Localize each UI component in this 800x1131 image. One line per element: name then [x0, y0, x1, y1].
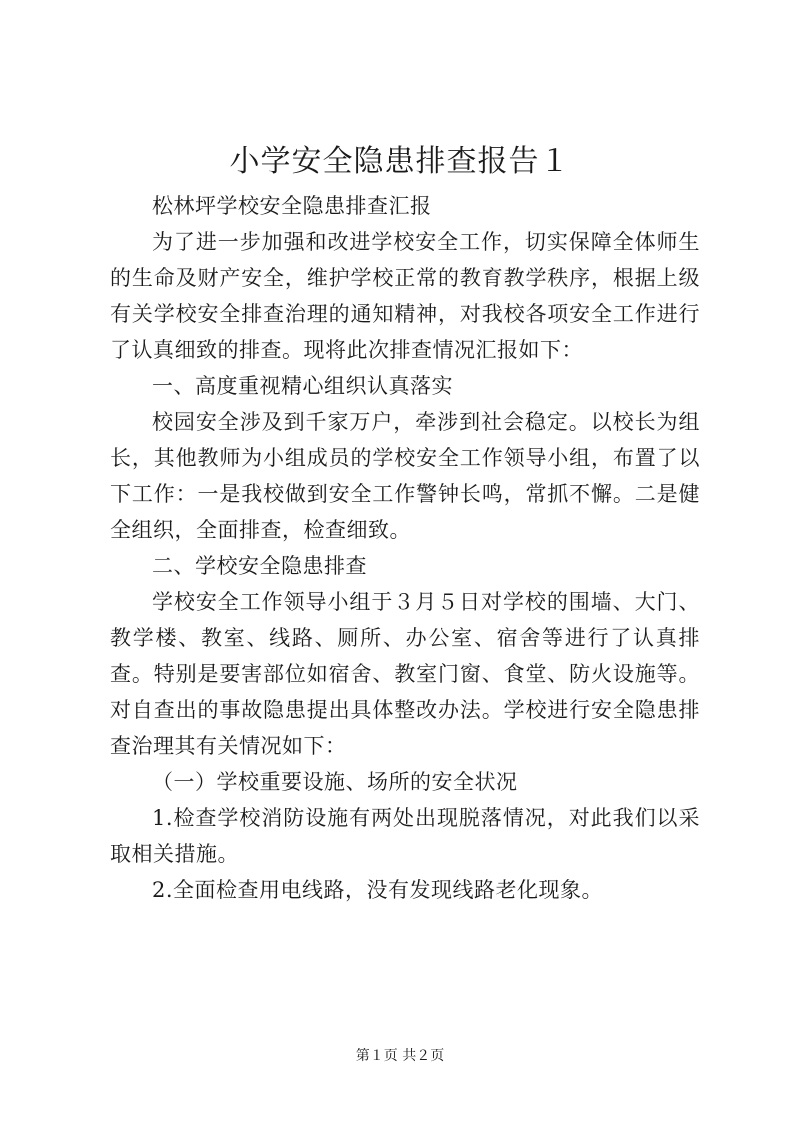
paragraph-intro: 为了进一步加强和改进学校安全工作，切实保障全体师生的生命及财产安全，维护学校正常的教育教学秩序，根据上级有关学校安全排查治理的通知精神，对我校各项安全工作进行了认真细致的排查。现将此次排查情况汇报如下： — [110, 230, 700, 362]
heading-section-1: 一、高度重视精心组织认真落实 — [152, 374, 453, 398]
document-body — [110, 188, 700, 908]
paragraph-section-2: 学校安全工作领导小组于３月５日对学校的围墙、大门、教学楼、教室、线路、厕所、办公室、宿舍等进行了认真排查。特别是要害部位如宿舍、教室门窗、食堂、防火设施等。对自查出的事故隐患提出具体整改办法。学校进行安全隐患排查治理其有关情况如下： — [110, 590, 700, 758]
list-item-2: 2.全面检查用电线路，没有发现线路老化现象。 — [152, 878, 604, 902]
document-title: 小学安全隐患排查报告１ — [229, 144, 571, 179]
heading-section-2: 二、学校安全隐患排查 — [152, 554, 367, 578]
page-number-footer: 第１页 共２页 — [355, 1048, 445, 1064]
paragraph-school-name: 松林坪学校安全隐患排查汇报 — [152, 194, 432, 218]
heading-subsection-1: （一）学校重要设施、场所的安全状况 — [152, 770, 518, 794]
list-item-1: 1.检查学校消防设施有两处出现脱落情况，对此我们以采取相关措施。 — [110, 806, 700, 866]
paragraph-section-1: 校园安全涉及到千家万户，牵涉到社会稳定。以校长为组长，其他教师为小组成员的学校安全工作领导小组，布置了以下工作：一是我校做到安全工作警钟长鸣，常抓不懈。二是健全组织，全面排查，检查细致。 — [110, 410, 700, 542]
